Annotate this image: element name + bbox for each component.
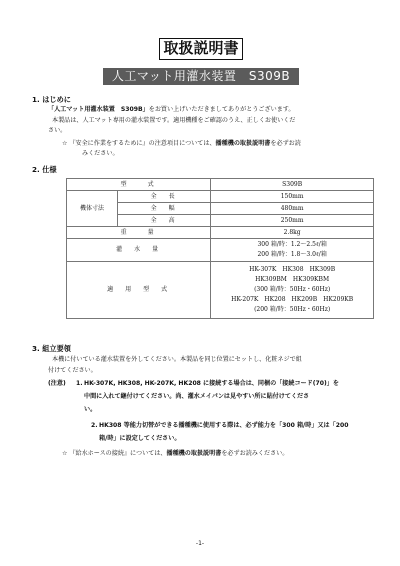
width-label: 全 幅: [118, 203, 211, 215]
intro-line-1: [48, 105, 295, 115]
caution-label: (注意): [48, 380, 66, 387]
intro-line-2: 本製品は、人工マット専用の灌水装置です。適用機種をご確認のうえ、正しくお使いくだ: [52, 117, 296, 124]
table-row: [67, 227, 374, 239]
water-amount-200: 200 箱/時：1.8～3.0ℓ/箱: [257, 251, 327, 258]
compatible-models-label: 適 用 型 式: [67, 262, 211, 319]
section-intro-heading: 1. はじめに: [32, 95, 71, 104]
caution-1-number: 1.: [76, 380, 83, 387]
hose-note-prefix: 『給水ホースの接続』については、: [69, 450, 167, 457]
table-row: [67, 179, 374, 191]
models-line-4: HK-207K HK208 HK209B HK209KB: [231, 296, 354, 303]
length-label: 全 長: [118, 191, 211, 203]
water-amount-value: [211, 239, 374, 262]
caution-1-line-3: い。: [84, 406, 97, 413]
compatible-models-value: [211, 262, 374, 319]
seeder-manual-ref-2: 播種機の取扱説明書: [166, 450, 222, 457]
height-value: 250mm: [211, 215, 374, 227]
length-value: 150mm: [211, 191, 374, 203]
assembly-line-2: 付けてください。: [48, 367, 97, 374]
hose-note-suffix: を必ずお読みください。: [221, 450, 289, 457]
intro-line-1-rest: をお買い上げいただきましてありがとうございます。: [148, 106, 295, 113]
weight-label: 重 量: [67, 227, 211, 239]
intro-safety-note-line-2: みください。: [82, 150, 119, 157]
model-label: 型 式: [67, 179, 211, 191]
section-assembly-heading: 3. 組立要領: [32, 344, 71, 353]
star-icon: ☆: [62, 450, 68, 457]
table-row: [67, 262, 374, 319]
height-label: 全 高: [118, 215, 211, 227]
table-row: [67, 239, 374, 262]
water-amount-300: 300 箱/時：1.2～2.5ℓ/箱: [257, 241, 327, 248]
safety-note-prefix: 『安全に作業をするために』の注意項目については、: [69, 140, 216, 147]
safety-note-suffix: を必ずお読: [270, 140, 301, 147]
assembly-line-1: 本機に付いている灌水装置を外してください。本製品を同じ位置にセットし、化粧ネジで組: [52, 356, 302, 363]
caution-2-line-1: HK308 等能力切替ができる播種機に使用する際は、必ず能力を「300 箱/時」又は「200: [99, 422, 349, 429]
star-icon: ☆: [62, 140, 68, 147]
spec-table: [66, 178, 374, 319]
dimensions-group-label: 機体寸法: [67, 191, 118, 227]
section-spec-heading: 2. 仕様: [32, 165, 57, 174]
intro-line-3: さい。: [48, 127, 67, 134]
width-value: 480mm: [211, 203, 374, 215]
weight-value: 2.8kg: [211, 227, 374, 239]
table-row: [67, 191, 374, 203]
seeder-manual-ref: 播種機の取扱説明書: [215, 140, 271, 147]
page-number: -1-: [195, 540, 205, 547]
product-subtitle: 人工マット用灌水装置 S309B: [103, 68, 299, 85]
models-line-3: (300 箱/時：50Hz・60Hz): [254, 286, 331, 293]
product-name-bold: 「人工マット用灌水装置 S309B」: [48, 106, 149, 113]
intro-safety-note: [62, 139, 301, 149]
caution-1-line-2: 中間に入れて継付けてください。尚、灌水メイパンは見やすい所に貼付けてくださ: [84, 393, 310, 400]
water-amount-label: 灌 水 量: [67, 239, 211, 262]
models-line-1: HK-307K HK308 HK309B: [249, 266, 336, 273]
model-value: S309B: [211, 179, 374, 191]
document-title: 取扱説明書: [159, 38, 243, 60]
models-line-5: (200 箱/時：50Hz・60Hz): [254, 306, 331, 313]
caution-2-line-2: 箱/時」に設定してください。: [99, 435, 181, 442]
caution-2-number: 2.: [91, 422, 98, 429]
hose-note: [62, 449, 288, 459]
models-line-2: HK309BM HK309KBM: [255, 276, 330, 283]
caution-1-line-1: HK-307K, HK308, HK-207K, HK208 に接続する場合は、同梱の「接続コード(70)」を: [84, 380, 339, 387]
